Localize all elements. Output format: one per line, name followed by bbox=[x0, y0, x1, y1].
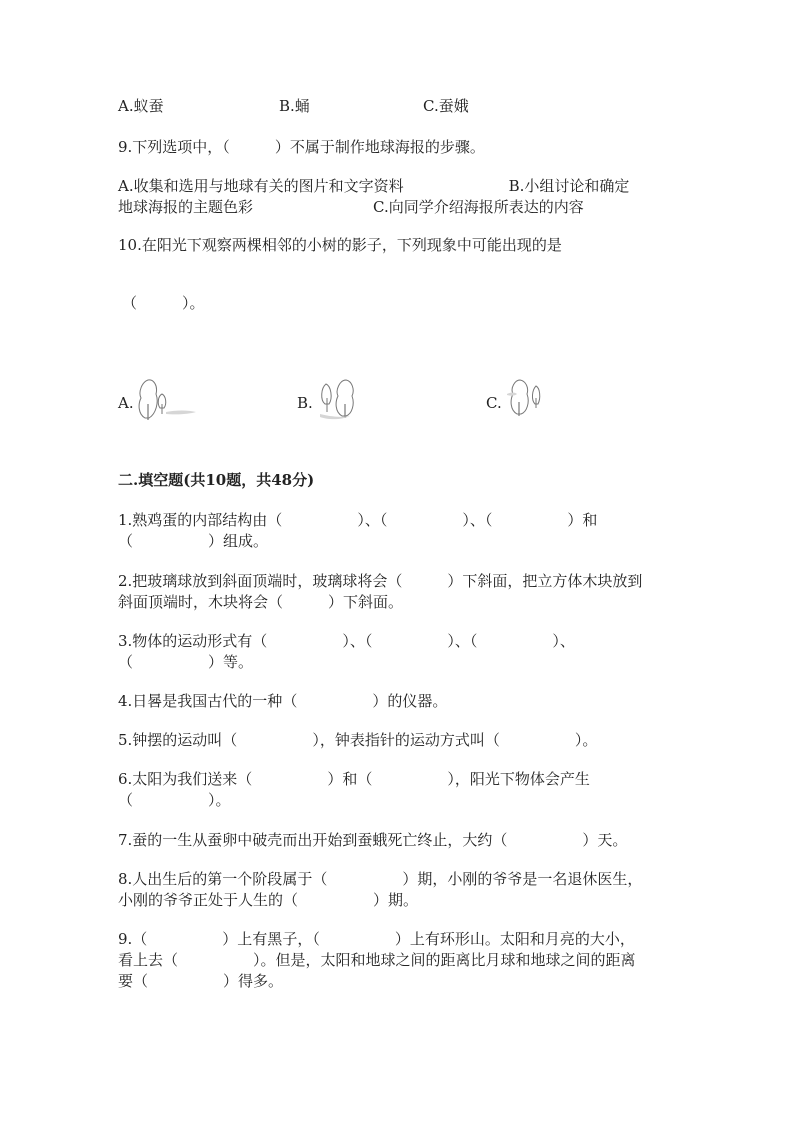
q8-option-a: A.蚁蚕 bbox=[118, 97, 164, 115]
q10-option-c: C. bbox=[486, 394, 502, 412]
section-title: 二.填空题(共10题，共48分) bbox=[118, 471, 315, 489]
q8-option-b: B.蛹 bbox=[279, 97, 310, 115]
fill-q5-line1: 5.钟摆的运动叫（ ），钟表指针的运动方式叫（ ）。 bbox=[118, 731, 598, 749]
fill-q1-line2: （ ）组成。 bbox=[118, 532, 269, 550]
fill-q8-line2: 小刚的爷爷正处于人生的（ ）期。 bbox=[118, 891, 419, 909]
q10-blank: （ ）。 bbox=[122, 294, 205, 312]
q10-stem: 10.在阳光下观察两棵相邻的小树的影子，下列现象中可能出现的是 bbox=[118, 236, 562, 254]
fill-q9-line1: 9.（ ）上有黑子，（ ）上有环形山。太阳和月亮的大小， bbox=[118, 930, 635, 948]
fill-q9-line3: 要（ ）得多。 bbox=[118, 972, 284, 990]
q9-options-line2: 地球海报的主题色彩 C.向同学介绍海报所表达的内容 bbox=[118, 198, 584, 216]
fill-q3-line2: （ ）等。 bbox=[118, 653, 254, 671]
q9-stem: 9.下列选项中，（ ）不属于制作地球海报的步骤。 bbox=[118, 138, 485, 156]
q10-option-b: B. bbox=[297, 394, 313, 412]
fill-q9-line2: 看上去（ ）。但是，太阳和地球之间的距离比月球和地球之间的距离 bbox=[118, 951, 636, 969]
fill-q2-line2: 斜面顶端时，木块将会（ ）下斜面。 bbox=[118, 593, 404, 611]
q8-option-c: C.蚕娥 bbox=[423, 97, 469, 115]
q10-option-b-trees-image bbox=[314, 374, 364, 422]
fill-q6-line1: 6.太阳为我们送来（ ）和（ ），阳光下物体会产生 bbox=[118, 770, 590, 788]
q9-options-line1: A.收集和选用与地球有关的图片和文字资料 B.小组讨论和确定 bbox=[118, 177, 630, 195]
q10-option-c-trees-image bbox=[505, 374, 555, 422]
fill-q7-line1: 7.蚕的一生从蚕卵中破壳而出开始到蚕蛾死亡终止，大约（ ）天。 bbox=[118, 831, 628, 849]
q10-option-a-trees-image bbox=[134, 374, 198, 422]
fill-q6-line2: （ ）。 bbox=[118, 791, 231, 809]
fill-q3-line1: 3.物体的运动形式有（ ）、（ ）、（ ）、 bbox=[118, 632, 575, 650]
fill-q1-line1: 1.熟鸡蛋的内部结构由（ ）、（ ）、（ ）和 bbox=[118, 511, 598, 529]
q10-option-a: A. bbox=[118, 394, 134, 412]
fill-q4-line1: 4.日晷是我国古代的一种（ ）的仪器。 bbox=[118, 692, 448, 710]
fill-q8-line1: 8.人出生后的第一个阶段属于（ ）期，小刚的爷爷是一名退休医生， bbox=[118, 870, 643, 888]
fill-q2-line1: 2.把玻璃球放到斜面顶端时，玻璃球将会（ ）下斜面，把立方体木块放到 bbox=[118, 572, 643, 590]
